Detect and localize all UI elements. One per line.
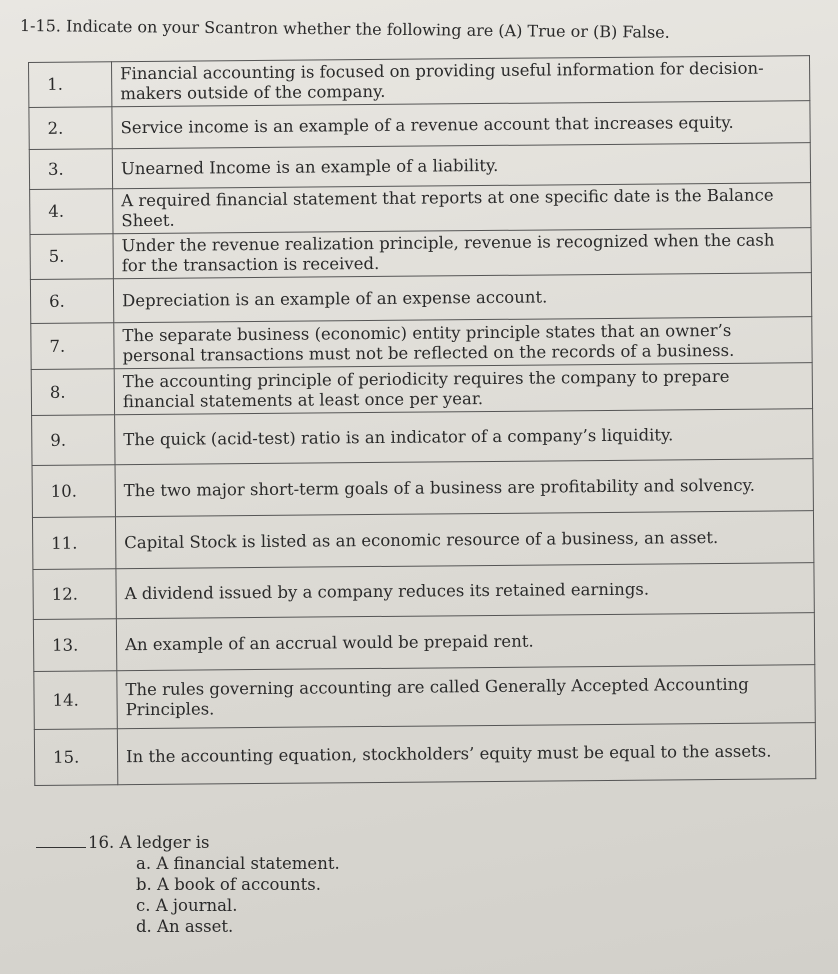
answer-choices	[136, 853, 340, 937]
table-row	[34, 723, 815, 786]
statement-text: A dividend issued by a company reduces its retained earnings.	[116, 563, 814, 619]
choice-d: d. An asset.	[136, 917, 234, 936]
table-row	[34, 665, 815, 730]
table-row	[29, 101, 810, 150]
question-16	[36, 832, 340, 937]
table-row	[33, 563, 814, 620]
table-row	[33, 613, 814, 672]
statement-number: 6.	[30, 279, 113, 324]
table-row	[32, 459, 813, 518]
statement-number: 2.	[29, 107, 112, 150]
statement-text: In the accounting equation, stockholders’ equity must be equal to the assets.	[117, 723, 815, 785]
statement-text: The rules governing accounting are called Generally Accepted Accounting Principles.	[117, 665, 815, 729]
table-row	[30, 183, 811, 235]
statement-text: Under the revenue realization principle, revenue is recognized when the cash for the transaction is received.	[113, 228, 811, 279]
statement-text: Unearned Income is an example of a liability.	[112, 143, 810, 189]
statement-number: 13.	[33, 619, 116, 672]
statement-text: Capital Stock is listed as an economic resource of a business, an asset.	[115, 511, 813, 569]
table-row	[30, 228, 811, 280]
statement-number: 3.	[29, 149, 112, 190]
statement-number: 10.	[32, 465, 115, 518]
question-16-stem: 16. A ledger is	[88, 833, 210, 852]
statement-text: A required financial statement that reports at one specific date is the Balance Sheet.	[113, 183, 811, 234]
table-row	[31, 317, 812, 370]
statement-text: Financial accounting is focused on providing useful information for decision-makers outside of the company.	[112, 56, 810, 107]
statement-number: 1.	[29, 62, 112, 108]
statement-number: 7.	[31, 323, 114, 370]
instructions-heading: 1-15. Indicate on your Scantron whether the following are (A) True or (B) False.	[19, 16, 670, 42]
statement-number: 15.	[34, 729, 117, 786]
statement-number: 8.	[31, 369, 114, 416]
choice-a: a. A financial statement.	[136, 854, 340, 873]
statement-text: The separate business (economic) entity principle states that an owner’s personal transactions must not be reflected on the records of a business.	[114, 317, 812, 369]
statement-number: 11.	[32, 517, 115, 570]
table-row	[31, 363, 812, 416]
table-row	[32, 511, 813, 570]
statement-text: The two major short-term goals of a business are profitability and solvency.	[115, 459, 813, 517]
table-row	[29, 56, 810, 108]
statement-number: 4.	[30, 189, 113, 235]
table-row	[30, 273, 811, 324]
statement-number: 9.	[32, 415, 115, 466]
statement-text: The accounting principle of periodicity requires the company to prepare financial statements at least once per year.	[114, 363, 812, 415]
true-false-table	[28, 55, 816, 786]
statement-number: 5.	[30, 234, 113, 280]
statement-text: An example of an accrual would be prepaid rent.	[116, 613, 814, 671]
statement-number: 12.	[33, 569, 116, 620]
choice-b: b. A book of accounts.	[136, 875, 322, 894]
answer-blank[interactable]	[36, 847, 86, 848]
table-row	[29, 143, 810, 190]
statement-text: The quick (acid-test) ratio is an indicator of a company’s liquidity.	[115, 409, 813, 465]
statement-text: Service income is an example of a revenue account that increases equity.	[112, 101, 810, 149]
statement-number: 14.	[34, 671, 118, 730]
statement-text: Depreciation is an example of an expense account.	[113, 273, 811, 323]
choice-c: c. A journal.	[136, 896, 238, 915]
table-row	[32, 409, 813, 466]
